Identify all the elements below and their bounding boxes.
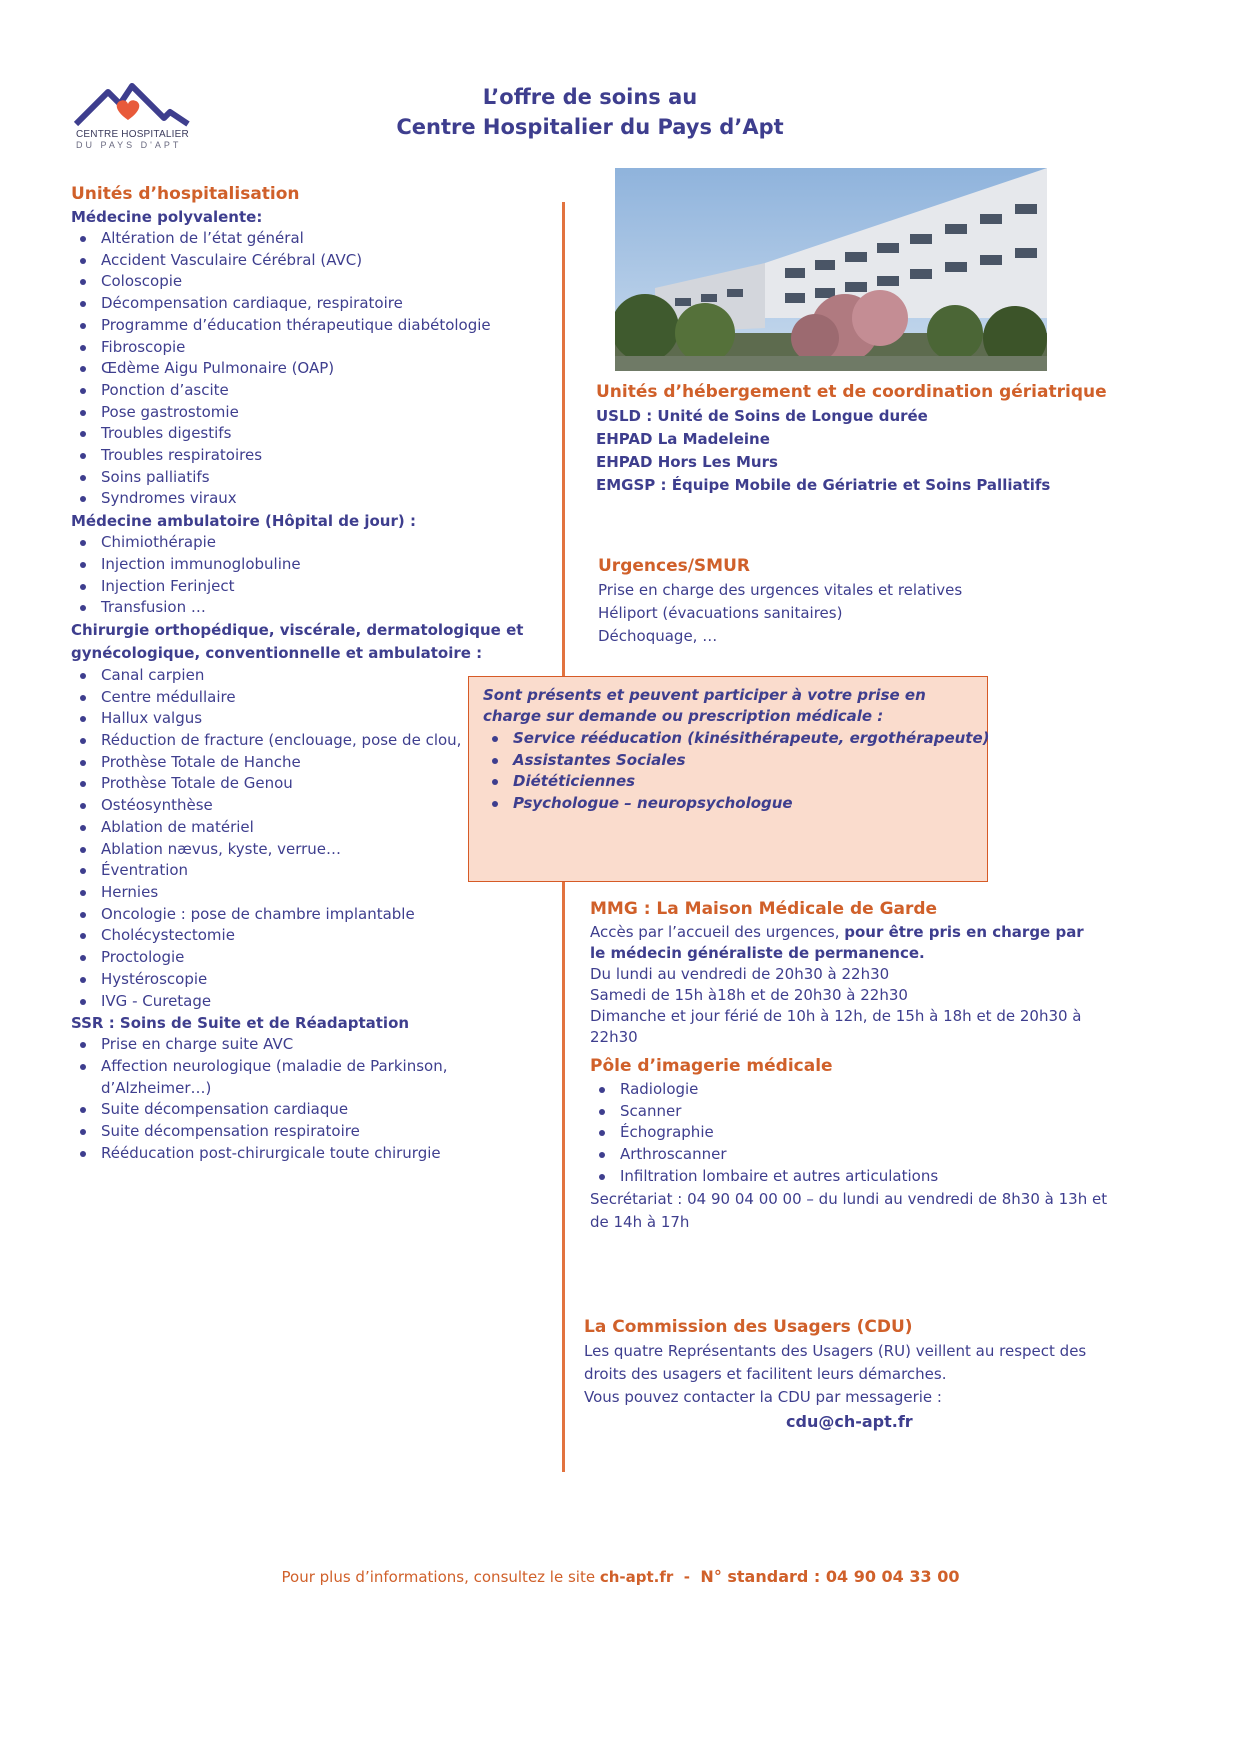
list-item: Hystéroscopie	[71, 969, 551, 991]
cdu-email-link[interactable]: cdu@ch-apt.fr	[786, 1412, 913, 1431]
list-item: Prise en charge suite AVC	[71, 1034, 551, 1056]
hebergement-line: USLD : Unité de Soins de Longue durée	[596, 407, 928, 425]
list-item: Éventration	[71, 860, 551, 882]
list-item: Hallux valgus	[71, 708, 551, 730]
list-item: Assistantes Sociales	[483, 750, 990, 772]
section-heading-hospitalisation: Unités d’hospitalisation	[71, 184, 300, 204]
list-item: Radiologie	[590, 1079, 1120, 1101]
mmg-access-text	[590, 922, 1090, 964]
subsection-title-ssr: SSR : Soins de Suite et de Réadaptation	[71, 1014, 410, 1033]
mountain-heart-icon	[72, 82, 192, 128]
footer-prefix: Pour plus d’informations, consultez le site	[281, 1568, 600, 1586]
list-item: Injection immunoglobuline	[71, 554, 551, 576]
subsection-title-medecine-ambulatoire: Médecine ambulatoire (Hôpital de jour) :	[71, 512, 416, 531]
list-item: Soins palliatifs	[71, 467, 551, 489]
list-item: Ablation de matériel	[71, 817, 551, 839]
section-heading-urgences: Urgences/SMUR	[598, 556, 750, 576]
list-item: IVG - Curetage	[71, 991, 551, 1013]
list-item: Arthroscanner	[590, 1144, 1120, 1166]
list-item: Suite décompensation respiratoire	[71, 1121, 551, 1143]
chirurgie-title-line-2: gynécologique, conventionnelle et ambulatoire :	[71, 643, 483, 662]
list-item: Infiltration lombaire et autres articulations	[590, 1166, 1120, 1188]
section-heading-imagerie: Pôle d’imagerie médicale	[590, 1056, 833, 1076]
cdu-contact: Vous pouvez contacter la CDU par messagerie :	[584, 1388, 942, 1406]
support-services-box	[468, 676, 988, 882]
urgences-line: Prise en charge des urgences vitales et relatives	[598, 581, 963, 599]
logo-text: CENTRE HOSPITALIER	[76, 129, 189, 140]
list-item: Échographie	[590, 1122, 1120, 1144]
list-item: Prothèse Totale de Hanche	[71, 752, 551, 774]
section-mmg	[590, 896, 1090, 1048]
list-item: Programme d’éducation thérapeutique diabétologie	[71, 315, 551, 337]
list-item: Réduction de fracture (enclouage, pose de clou,	[71, 730, 551, 752]
list-item: Diététiciennes	[483, 771, 990, 793]
footer-phone: N° standard : 04 90 04 33 00	[700, 1567, 960, 1586]
list-item: Fibroscopie	[71, 337, 551, 359]
list-medecine-ambulatoire	[71, 532, 551, 619]
list-item: Oncologie : pose de chambre implantable	[71, 904, 551, 926]
subsection-title-chirurgie	[71, 619, 551, 665]
left-column	[71, 181, 551, 1164]
hospital-logo	[72, 82, 202, 154]
building-image	[615, 168, 1047, 371]
section-heading-cdu: La Commission des Usagers (CDU)	[584, 1317, 913, 1337]
section-hebergement	[596, 379, 1196, 497]
chirurgie-title-line-1: Chirurgie orthopédique, viscérale, dermatologique et	[71, 620, 524, 639]
hebergement-line: EMGSP : Équipe Mobile de Gériatrie et Soins Palliatifs	[596, 476, 1051, 494]
list-item: Troubles respiratoires	[71, 445, 551, 467]
list-item: Œdème Aigu Pulmonaire (OAP)	[71, 358, 551, 380]
list-ssr	[71, 1034, 551, 1164]
mmg-hours-line: Dimanche et jour férié de 10h à 12h, de 15h à 18h et de 20h30 à 22h30	[590, 1007, 1082, 1046]
list-item: Rééducation post-chirurgicale toute chirurgie	[71, 1143, 551, 1165]
list-item: Hernies	[71, 882, 551, 904]
section-heading-mmg: MMG : La Maison Médicale de Garde	[590, 899, 938, 919]
list-item: Altération de l’état général	[71, 228, 551, 250]
list-item: Centre médullaire	[71, 687, 551, 709]
mmg-access-normal: Accès par l’accueil des urgences,	[590, 923, 845, 941]
list-item: Cholécystectomie	[71, 925, 551, 947]
title-line-1: L’offre de soins au	[482, 85, 698, 109]
list-item: Injection Ferinject	[71, 576, 551, 598]
section-heading-hebergement: Unités d’hébergement et de coordination gériatrique	[596, 382, 1107, 402]
list-item: Ponction d’ascite	[71, 380, 551, 402]
list-imagerie	[590, 1079, 1120, 1188]
list-item: Chimiothérapie	[71, 532, 551, 554]
list-item: Affection neurologique (maladie de Parkinson, d’Alzheimer…)	[71, 1056, 461, 1099]
list-item: Suite décompensation cardiaque	[71, 1099, 551, 1121]
footer-separator: -	[673, 1568, 701, 1586]
cdu-text: Les quatre Représentants des Usagers (RU) veillent au respect des droits des usagers et facilitent leurs démarches.	[584, 1342, 1087, 1383]
section-urgences	[598, 553, 1198, 648]
list-item: Pose gastrostomie	[71, 402, 551, 424]
list-item: Troubles digestifs	[71, 423, 551, 445]
list-support-services	[483, 728, 990, 814]
list-item: Syndromes viraux	[71, 488, 551, 510]
box-intro-text: Sont présents et peuvent participer à votre prise en charge sur demande ou prescription médicale :	[483, 686, 926, 725]
list-item: Service rééducation (kinésithérapeute, ergothérapeute)	[483, 728, 990, 750]
section-cdu	[584, 1314, 1124, 1434]
mmg-hours-line: Du lundi au vendredi de 20h30 à 22h30	[590, 965, 890, 983]
list-item: Accident Vasculaire Cérébral (AVC)	[71, 250, 551, 272]
list-item: Canal carpien	[71, 665, 551, 687]
mmg-hours-line: Samedi de 15h à18h et de 20h30 à 22h30	[590, 986, 908, 1004]
title-line-2: Centre Hospitalier du Pays d’Apt	[396, 115, 784, 139]
list-item: Scanner	[590, 1101, 1120, 1123]
footer	[0, 1567, 1241, 1586]
hebergement-line: EHPAD La Madeleine	[596, 430, 770, 448]
page-title	[330, 82, 850, 142]
list-item: Psychologue – neuropsychologue	[483, 793, 990, 815]
list-item: Transfusion …	[71, 597, 551, 619]
list-item: Décompensation cardiaque, respiratoire	[71, 293, 551, 315]
logo-subtext: DU PAYS D'APT	[76, 140, 182, 150]
hebergement-line: EHPAD Hors Les Murs	[596, 453, 778, 471]
list-medecine-polyvalente	[71, 228, 551, 510]
imagerie-secretariat: Secrétariat : 04 90 04 00 00 – du lundi au vendredi de 8h30 à 13h et de 14h à 17h	[590, 1189, 1108, 1231]
list-item: Ostéosynthèse	[71, 795, 551, 817]
subsection-title-medecine-polyvalente: Médecine polyvalente:	[71, 208, 263, 226]
footer-site-link[interactable]: ch-apt.fr	[599, 1568, 674, 1586]
list-item: Coloscopie	[71, 271, 551, 293]
list-item: Prothèse Totale de Genou	[71, 773, 551, 795]
mmg-access-bold: pour être pris en charge par le médecin généraliste de permanence.	[590, 923, 1084, 962]
urgences-line: Héliport (évacuations sanitaires)	[598, 604, 843, 622]
section-imagerie	[590, 1053, 1120, 1234]
list-item: Proctologie	[71, 947, 551, 969]
hospital-building-photo	[615, 168, 1047, 371]
urgences-line: Déchoquage, …	[598, 627, 718, 645]
list-item: Ablation nævus, kyste, verrue…	[71, 839, 551, 861]
